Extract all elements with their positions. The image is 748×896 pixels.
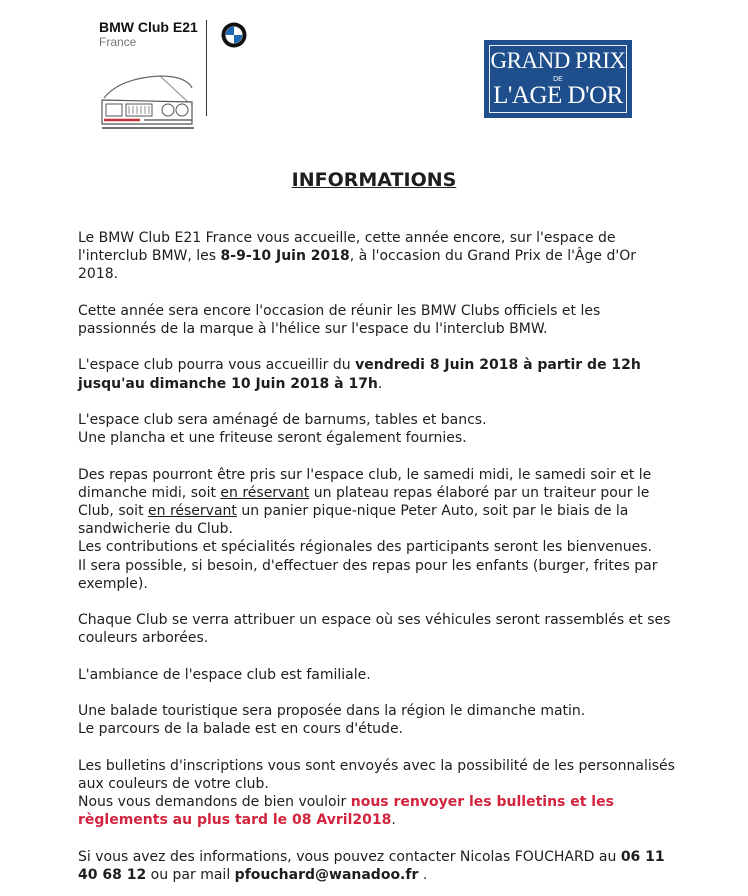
bmw-roundel-icon <box>221 22 247 48</box>
underlined-text: en réservant <box>148 502 237 519</box>
grand-prix-logo-de: DE <box>553 76 563 83</box>
paragraph-welcome <box>78 229 678 284</box>
text-run: Des repas pourront être pris sur l'espace club, le samedi midi, le samedi soir et le dimanche midi, soit <box>78 466 652 501</box>
opening-hours: vendredi 8 Juin 2018 à partir de 12h jusqu'au dimanche 10 Juin 2018 à 17h <box>78 357 641 392</box>
paragraph-registration <box>78 757 678 830</box>
club-country: France <box>99 35 137 49</box>
text-run: Si vous avez des informations, vous pouvez contacter Nicolas FOUCHARD au <box>78 848 621 865</box>
grand-prix-logo-line2: L'AGE D'OR <box>493 82 623 109</box>
event-dates: 8-9-10 Juin 2018 <box>220 248 350 265</box>
text-run: . <box>377 375 383 392</box>
text-run: Nous vous demandons de bien vouloir <box>78 794 351 811</box>
document-title: INFORMATIONS <box>291 169 457 191</box>
paragraph-equipment <box>78 411 678 447</box>
paragraph-ambiance: L'ambiance de l'espace club est familiale. <box>78 666 371 683</box>
deadline-notice: nous renvoyer les bulletins et les règlements au plus tard le 08 Avril2018 <box>78 794 614 829</box>
paragraph-opening-hours <box>78 356 678 392</box>
paragraph-contact <box>78 848 678 884</box>
text-run: . <box>391 812 396 829</box>
club-name: BMW Club E21 <box>99 19 198 35</box>
text-run: L'espace club pourra vous accueillir du <box>78 357 356 374</box>
text-run: ou par mail <box>146 866 235 883</box>
text-run: un panier pique-nique Peter Auto, soit par le biais de la sandwicherie du Club. <box>78 502 629 538</box>
text-line: Une balade touristique sera proposée dans la région le dimanche matin. <box>78 703 586 720</box>
paragraph-meals <box>78 466 678 593</box>
text-line: Il sera possible, si besoin, d'effectuer des repas pour les enfants (burger, frites par exemple). <box>78 557 658 592</box>
text-run: Les bulletins d'inscriptions vous sont envoyés avec la possibilité de les personnalisés aux couleurs de votre club. <box>78 757 675 792</box>
document-body <box>78 229 678 884</box>
text-run: un plateau repas élaboré par un traiteur pour le Club, soit <box>78 484 650 519</box>
paragraph-gathering: Cette année sera encore l'occasion de réunir les BMW Clubs officiels et les passionnés de la marque à l'hélice sur l'espace du l'interclub BMW. <box>78 302 601 337</box>
grand-prix-logo <box>484 40 632 118</box>
text-line: L'espace club sera aménagé de barnums, tables et bancs. <box>78 411 487 428</box>
grand-prix-logo-line1: GRAND PRIX <box>490 48 626 73</box>
paragraph-club-space: Chaque Club se verra attribuer un espace où ses véhicules seront rassemblés et ses couleurs arborées. <box>78 612 671 647</box>
text-line: Le parcours de la balade est en cours d'étude. <box>78 721 404 738</box>
underlined-text: en réservant <box>220 484 310 501</box>
contact-phone: 06 11 40 68 12 <box>78 848 665 883</box>
contact-email[interactable]: pfouchard@wanadoo.fr <box>234 866 419 883</box>
club-logo <box>84 18 254 128</box>
paragraph-tour <box>78 702 678 738</box>
text-line: Une plancha et une friteuse seront également fournies. <box>78 430 467 447</box>
car-drawing-icon <box>100 68 196 136</box>
text-run: , à l'occasion du Grand Prix de l'Âge d'Or 2018. <box>78 248 636 283</box>
text-run: Le BMW Club E21 France vous accueille, cette année encore, sur l'espace de l'interclub BMW, les <box>78 230 616 265</box>
logo-divider <box>206 20 207 116</box>
text-run: . <box>418 866 428 883</box>
text-line: Les contributions et spécialités régionales des participants seront les bienvenues. <box>78 539 652 556</box>
